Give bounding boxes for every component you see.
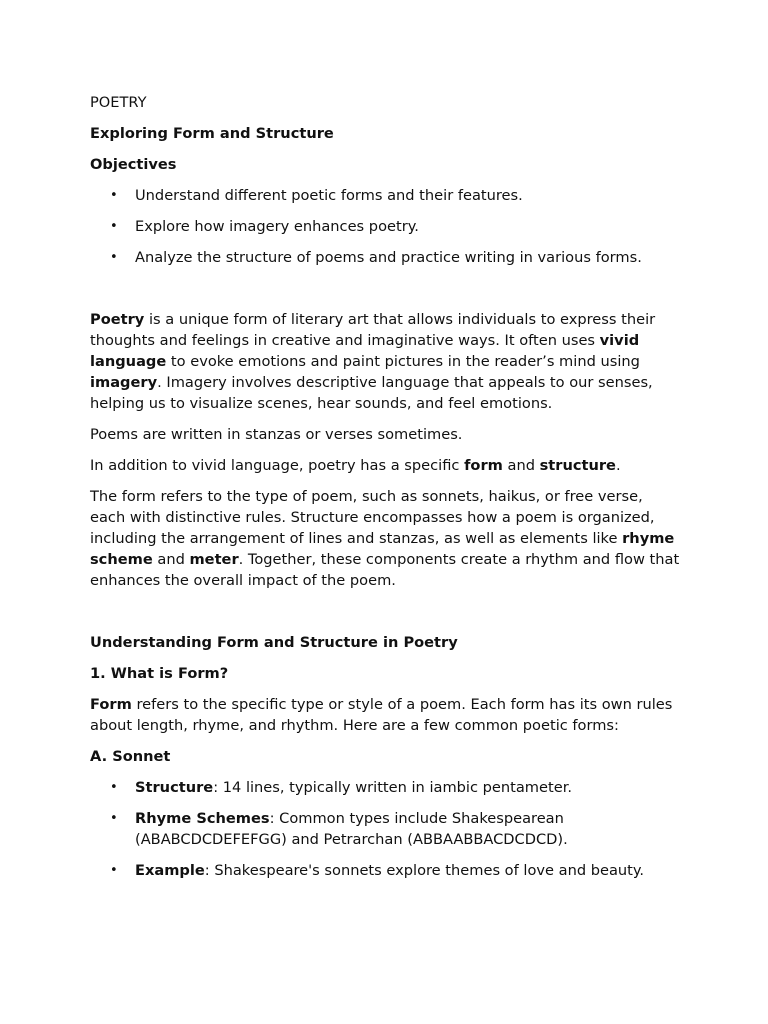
stanza-paragraph: Poems are written in stanzas or verses sometimes. [90,426,463,443]
objective-text: Analyze the structure of poems and practice writing in various forms. [135,249,642,266]
list-item [90,808,680,850]
bold-term: form [464,457,503,474]
paragraph-text: The form refers to the type of poem, such as sonnets, haikus, or free verse, each with distinctive rules. Structure encompasses how a poem is organized, including the arrangement of lines and stanzas, as well as elements like [90,488,655,547]
bullet-icon: • [110,863,118,878]
paragraph-text: . [615,457,621,474]
sonnet-heading: A. Sonnet [90,748,171,765]
sonnet-list [90,777,680,881]
item-label: Structure [135,779,214,796]
bold-term: vivid language [90,332,640,370]
subsection-heading: 1. What is Form? [90,665,229,682]
form-definition-paragraph [90,486,680,591]
list-item [90,777,680,798]
item-text: : 14 lines, typically written in iambic pentameter. [213,779,572,796]
paragraph-text: and [152,551,190,568]
form-paragraph [90,694,680,736]
document-page [90,92,680,891]
paragraph-text: refers to the specific type or style of a poem. Each form has its own rules about length, rhyme, and rhythm. Here are a few common poetic forms: [90,696,673,734]
objectives-heading: Objectives [90,156,177,173]
objective-text: Explore how imagery enhances poetry. [135,218,419,235]
intro-paragraph [90,309,680,414]
document-title: POETRY [90,94,147,111]
bold-term: rhyme scheme [90,530,675,568]
bullet-icon: • [110,780,118,795]
paragraph-text: and [502,457,540,474]
paragraph-text: . Together, these components create a rhythm and flow that enhances the overall impact of the poem. [90,551,680,589]
list-item [90,860,680,881]
bold-term: meter [189,551,239,568]
item-label: Example [135,862,205,879]
section-spacer [90,601,680,632]
paragraph-text: to evoke emotions and paint pictures in the reader’s mind using [166,353,640,370]
bullet-icon: • [110,250,118,265]
list-item [90,247,680,268]
section-spacer [90,278,680,309]
list-item [90,216,680,237]
paragraph-text: . Imagery involves descriptive language that appeals to our senses, helping us to visualize scenes, hear sounds, and feel emotions. [90,374,653,412]
paragraph-text: is a unique form of literary art that allows individuals to express their thoughts and feelings in creative and imaginative ways. It often uses [90,311,656,349]
paragraph-text: In addition to vivid language, poetry has a specific [90,457,465,474]
objective-text: Understand different poetic forms and their features. [135,187,523,204]
item-text: : Shakespeare's sonnets explore themes of love and beauty. [204,862,645,879]
bold-term: structure [539,457,616,474]
item-label: Rhyme Schemes [135,810,270,827]
document-subtitle: Exploring Form and Structure [90,125,334,142]
bullet-icon: • [110,188,118,203]
form-structure-paragraph [90,455,680,476]
bullet-icon: • [110,811,118,826]
bold-term: Form [90,696,132,713]
bullet-icon: • [110,219,118,234]
objectives-list [90,185,680,268]
list-item [90,185,680,206]
bold-term: Poetry [90,311,145,328]
bold-term: imagery [90,374,158,391]
section-heading: Understanding Form and Structure in Poetry [90,634,458,651]
item-text: : Common types include Shakespearean (ABABCDCDEFEFGG) and Petrarchan (ABBAABBACDCDCD). [135,810,568,848]
